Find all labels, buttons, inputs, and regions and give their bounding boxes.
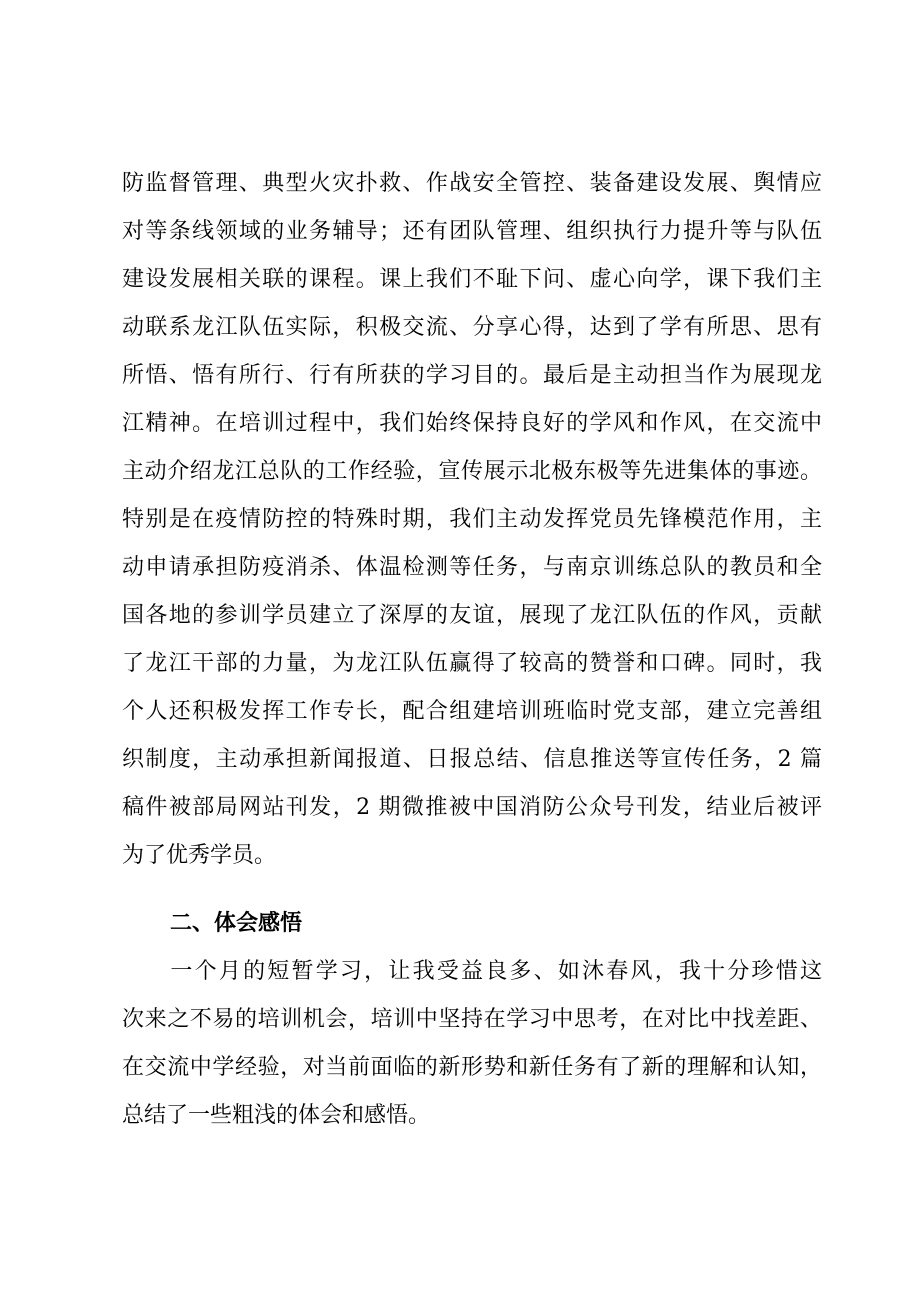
text-line: 次来之不易的培训机会，培训中坚持在学习中思考，在对比中找差距、 <box>122 1007 822 1032</box>
text-line: 总结了一些粗浅的体会和感悟。 <box>122 1103 431 1128</box>
text-line: 所悟、悟有所行、行有所获的学习目的。最后是主动担当作为展现龙 <box>122 363 822 388</box>
text-line: 个人还积极发挥工作专长，配合组建培训班临时党支部，建立完善组 <box>122 699 822 724</box>
text-line: 了龙江干部的力量，为龙江队伍赢得了较高的赞誉和口碑。同时，我 <box>122 651 822 676</box>
text-line: 动申请承担防疫消杀、体温检测等任务，与南京训练总队的教员和全 <box>122 555 822 580</box>
text-line: 江精神。在培训过程中，我们始终保持良好的学风和作风，在交流中 <box>122 411 822 436</box>
text-line: 国各地的参训学员建立了深厚的友谊，展现了龙江队伍的作风，贡献 <box>122 603 822 628</box>
text-line: 为了优秀学员。 <box>122 843 277 868</box>
body-paragraph-2 <box>122 948 822 1140</box>
text-line: 织制度，主动承担新闻报道、日报总结、信息推送等宣传任务，2 篇 <box>122 747 822 772</box>
section-heading: 二、体会感悟 <box>170 911 303 936</box>
body-paragraph-1 <box>122 160 822 880</box>
text-line: 对等条线领域的业务辅导；还有团队管理、组织执行力提升等与队伍 <box>122 219 822 244</box>
text-line: 防监督管理、典型火灾扑救、作战安全管控、装备建设发展、舆情应 <box>122 171 822 196</box>
text-line: 建设发展相关联的课程。课上我们不耻下问、虚心向学，课下我们主 <box>122 267 822 292</box>
text-line: 动联系龙江队伍实际，积极交流、分享心得，达到了学有所思、思有 <box>122 315 822 340</box>
text-line: 一个月的短暂学习，让我受益良多、如沐春风，我十分珍惜这 <box>122 959 822 984</box>
text-line: 在交流中学经验，对当前面临的新形势和新任务有了新的理解和认知， <box>122 1055 822 1080</box>
text-line: 主动介绍龙江总队的工作经验，宣传展示北极东极等先进集体的事迹。 <box>122 459 822 484</box>
text-line: 稿件被部局网站刊发，2 期微推被中国消防公众号刊发，结业后被评 <box>122 795 822 820</box>
text-line: 特别是在疫情防控的特殊时期，我们主动发挥党员先锋模范作用，主 <box>122 507 822 532</box>
